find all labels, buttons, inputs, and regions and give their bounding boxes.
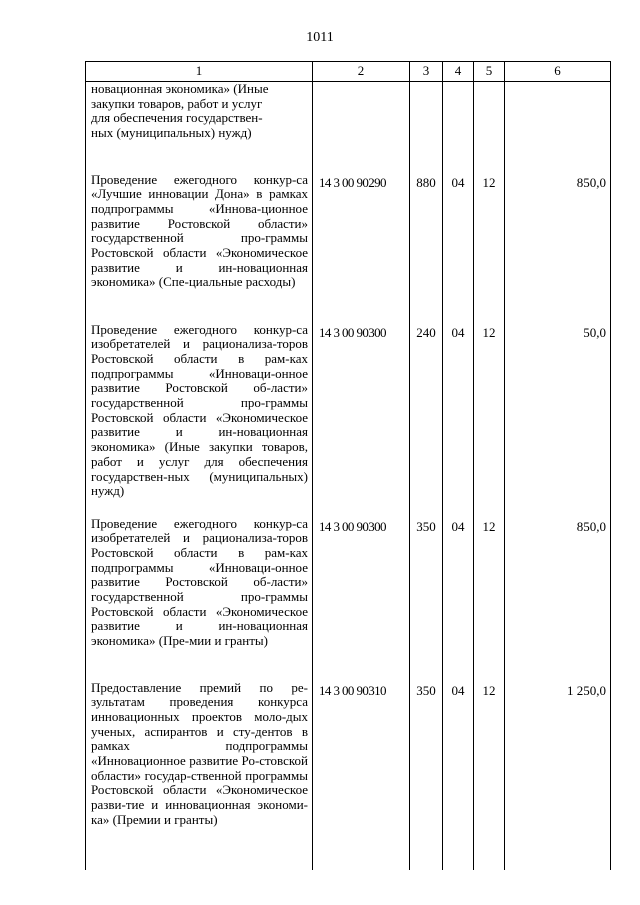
row-vr: 880 xyxy=(410,172,443,322)
row-vr: 350 xyxy=(410,680,443,870)
row-pr xyxy=(474,82,505,172)
row-code: 14 3 00 90300 xyxy=(313,516,410,680)
row-description: Предоставление премий по ре-зультатам проведения конкурса инновационных проектов моло-дых ученых, аспирантов и сту-дентов в рамках подпрограммы «Инновационное развитие Ро-стовской области» государ-ственной программы Ростовской области «Экономическое разви-тие и инновационная экономи-ка» (Премии и гранты) xyxy=(86,680,313,870)
row-pr: 12 xyxy=(474,172,505,322)
column-header: 6 xyxy=(505,62,611,82)
row-amount: 850,0 xyxy=(505,172,611,322)
row-amount: 1 250,0 xyxy=(505,680,611,870)
row-code: 14 3 00 90300 xyxy=(313,322,410,516)
budget-table xyxy=(85,61,611,870)
column-header: 3 xyxy=(410,62,443,82)
row-vr: 350 xyxy=(410,516,443,680)
row-rz: 04 xyxy=(443,172,474,322)
row-description: новационная экономика» (Иные закупки товаров, работ и услуг для обеспечения государствен- ных (муниципальных) нужд) xyxy=(86,82,313,172)
table-row xyxy=(86,322,611,516)
header-row xyxy=(86,62,611,82)
row-amount: 850,0 xyxy=(505,516,611,680)
row-vr xyxy=(410,82,443,172)
row-rz: 04 xyxy=(443,516,474,680)
column-header: 5 xyxy=(474,62,505,82)
table-row xyxy=(86,516,611,680)
row-code xyxy=(313,82,410,172)
table-row xyxy=(86,82,611,172)
row-amount xyxy=(505,82,611,172)
row-rz xyxy=(443,82,474,172)
row-amount: 50,0 xyxy=(505,322,611,516)
row-description: Проведение ежегодного конкур-са «Лучшие инновации Дона» в рамках подпрограммы «Иннова-ционное развитие Ростовской области» государственной про-граммы Ростовской области «Экономическое развитие и ин-новационная экономика» (Спе-циальные расходы) xyxy=(86,172,313,322)
row-pr: 12 xyxy=(474,680,505,870)
table-row xyxy=(86,680,611,870)
row-code: 14 3 00 90290 xyxy=(313,172,410,322)
row-description: Проведение ежегодного конкур-са изобретателей и рационализа-торов Ростовской области в рам-ках подпрограммы «Инноваци-онное развитие Ростовской об-ласти» государственной про-граммы Ростовской области «Экономическое развитие и ин-новационная экономика» (Иные закупки товаров, работ и услуг для обеспечения государствен-ных (муниципальных) нужд) xyxy=(86,322,313,516)
column-header: 1 xyxy=(86,62,313,82)
row-rz: 04 xyxy=(443,322,474,516)
row-description: Проведение ежегодного конкур-са изобретателей и рационализа-торов Ростовской области в рам-ках подпрограммы «Инноваци-онное развитие Ростовской об-ласти» государственной про-граммы Ростовской области «Экономическое развитие и ин-новационная экономика» (Пре-мии и гранты) xyxy=(86,516,313,680)
row-rz: 04 xyxy=(443,680,474,870)
row-pr: 12 xyxy=(474,322,505,516)
row-vr: 240 xyxy=(410,322,443,516)
row-code: 14 3 00 90310 xyxy=(313,680,410,870)
page-number: 1011 xyxy=(306,30,334,45)
column-header: 4 xyxy=(443,62,474,82)
table-row xyxy=(86,172,611,322)
column-header: 2 xyxy=(313,62,410,82)
row-pr: 12 xyxy=(474,516,505,680)
